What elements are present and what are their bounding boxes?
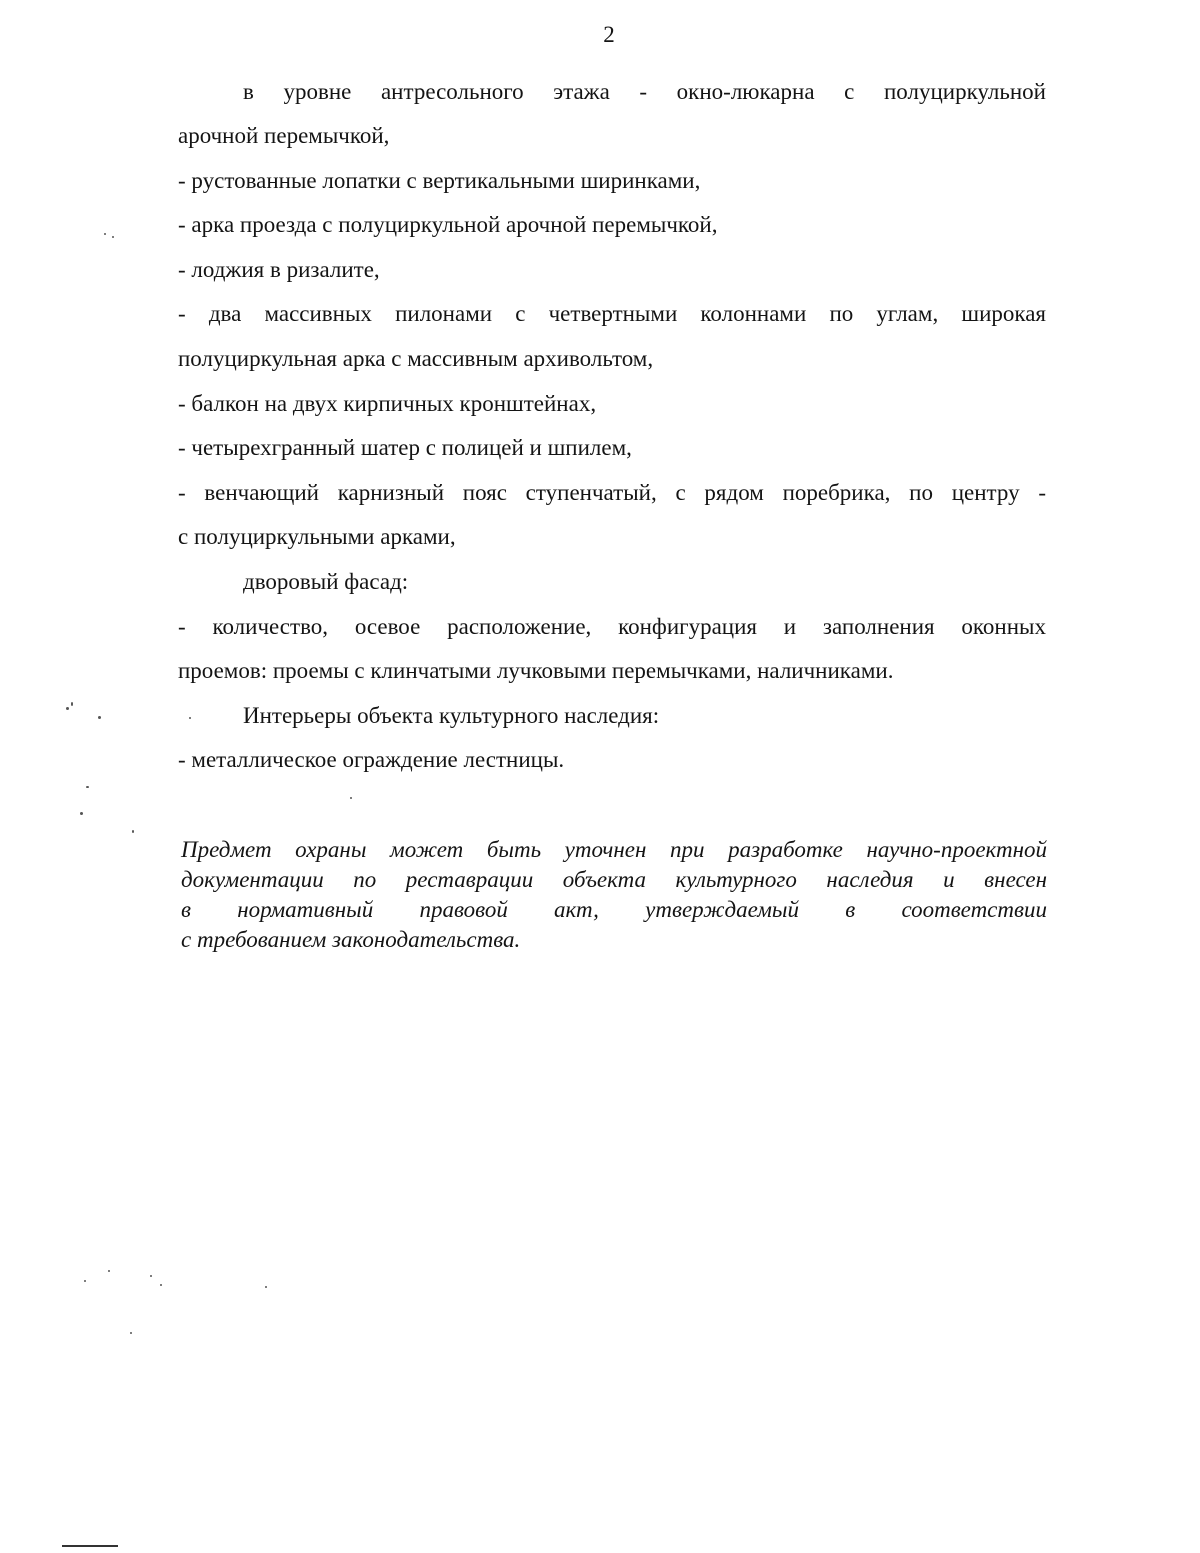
list-item: - два массивных пилонами с четвертными колоннами по углам, широкая	[178, 301, 1046, 326]
list-item: - венчающий карнизный пояс ступенчатый, с рядом поребрика, по центру -	[178, 480, 1046, 505]
list-item: - количество, осевое расположение, конфигурация и заполнения оконных	[178, 614, 1046, 639]
page-number: 2	[603, 22, 615, 47]
note-line: документации по реставрации объекта культурного наследия и внесен	[181, 867, 1047, 892]
note-line: с требованием законодательства.	[181, 927, 521, 952]
text-line: арочной перемычкой,	[178, 123, 390, 148]
section-heading: дворовый фасад:	[243, 569, 409, 594]
list-item: - лоджия в ризалите,	[178, 257, 380, 282]
note-line: Предмет охраны может быть уточнен при разработке научно-проектной	[181, 837, 1047, 862]
list-item: - балкон на двух кирпичных кронштейнах,	[178, 391, 597, 416]
text-line: в уровне антресольного этажа - окно-люкарна с полуциркульной	[243, 79, 1046, 104]
list-item: - рустованные лопатки с вертикальными ширинками,	[178, 168, 701, 193]
scan-edge-line	[62, 1545, 118, 1547]
list-item: - арка проезда с полуциркульной арочной перемычкой,	[178, 212, 718, 237]
note-line: в нормативный правовой акт, утверждаемый в соответствии	[181, 897, 1047, 922]
section-heading: Интерьеры объекта культурного наследия:	[243, 703, 660, 728]
list-item: - четырехгранный шатер с полицей и шпилем,	[178, 435, 632, 460]
text-line: с полуциркульными арками,	[178, 524, 456, 549]
list-item: - металлическое ограждение лестницы.	[178, 747, 565, 772]
text-line: проемов: проемы с клинчатыми лучковыми перемычками, наличниками.	[178, 658, 894, 683]
text-line: полуциркульная арка с массивным архивольтом,	[178, 346, 654, 371]
